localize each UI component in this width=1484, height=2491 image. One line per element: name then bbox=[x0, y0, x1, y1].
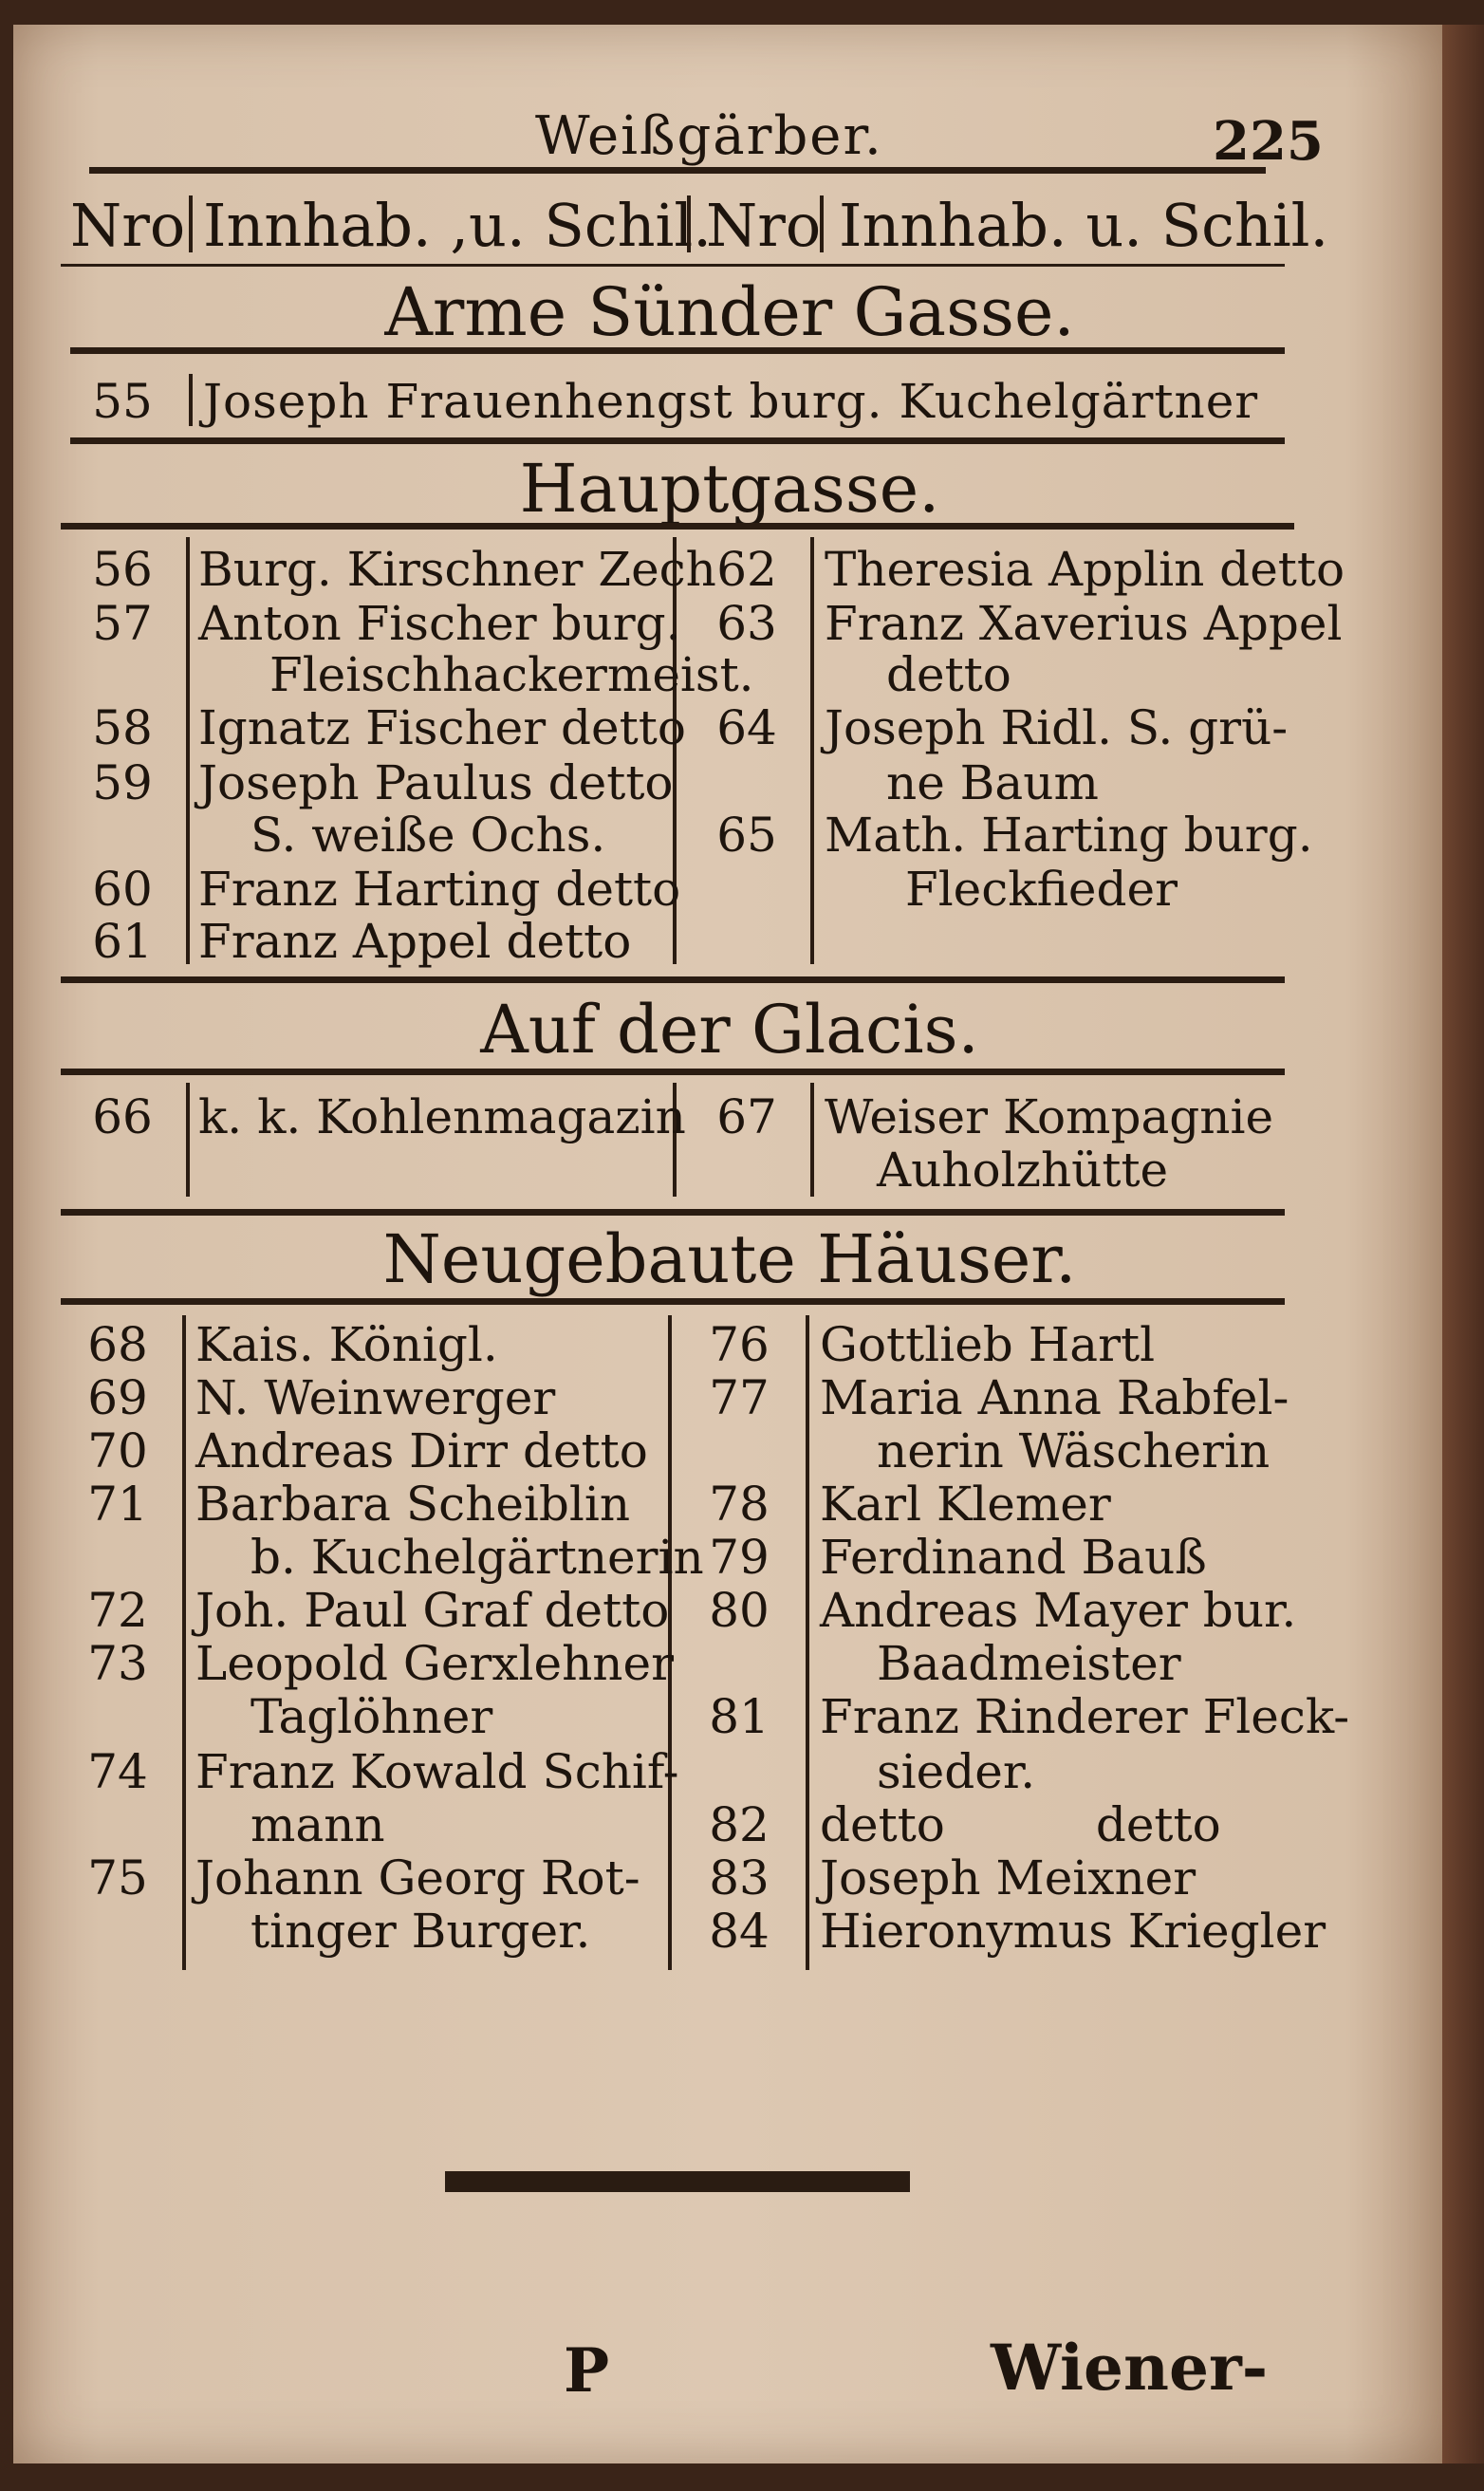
section-rule bbox=[70, 437, 1285, 444]
house-number: 64 bbox=[716, 700, 777, 755]
owner-entry: Franz Kowald Schif- bbox=[195, 1744, 679, 1799]
owner-entry: tinger Burger. bbox=[250, 1904, 591, 1959]
owner-entry: b. Kuchelgärtnerin bbox=[250, 1530, 704, 1585]
owner-entry: Franz Appel detto bbox=[198, 914, 632, 969]
owner-entry: Taglöhner bbox=[250, 1689, 493, 1744]
house-number: 72 bbox=[87, 1583, 148, 1638]
owner-entry: k. k. Kohlenmagazin bbox=[198, 1089, 686, 1144]
house-number: 70 bbox=[87, 1423, 148, 1478]
owner-entry: Franz Xaverius Appel bbox=[825, 596, 1343, 651]
section-rule bbox=[61, 1298, 1285, 1305]
book-page bbox=[13, 25, 1446, 2463]
section-rule bbox=[61, 1209, 1285, 1216]
owner-entry: detto bbox=[886, 647, 1011, 702]
house-number: 76 bbox=[709, 1317, 770, 1372]
owner-entry: Fleischhackermeist. bbox=[269, 647, 754, 702]
catchword: Wiener- bbox=[991, 2331, 1269, 2405]
house-number: 61 bbox=[92, 914, 153, 969]
owner-entry: Auholzhütte bbox=[877, 1143, 1169, 1198]
house-number: 77 bbox=[709, 1370, 770, 1425]
column-divider bbox=[810, 1083, 814, 1197]
column-divider bbox=[186, 1083, 190, 1197]
column-head-owner-right: Innhab. u. Schil. bbox=[839, 191, 1329, 260]
section-rule bbox=[61, 1069, 1285, 1075]
house-number: 67 bbox=[716, 1089, 777, 1144]
owner-entry: Theresia Applin detto bbox=[825, 542, 1345, 597]
house-number: 81 bbox=[709, 1689, 770, 1744]
house-number: 58 bbox=[92, 700, 153, 755]
owner-entry: nerin Wäscherin bbox=[877, 1423, 1271, 1478]
column-head-divider bbox=[820, 195, 824, 252]
owner-entry: Joseph Frauenhengst burg. Kuchelgärtner bbox=[203, 374, 1259, 429]
house-number: 62 bbox=[716, 542, 777, 597]
section-rule bbox=[70, 347, 1285, 354]
column-head-divider bbox=[189, 195, 193, 252]
house-number: 83 bbox=[709, 1850, 770, 1905]
column-divider bbox=[182, 1315, 186, 1970]
owner-entry: ne Baum bbox=[886, 755, 1099, 810]
column-divider bbox=[189, 374, 193, 426]
column-head-owner-left: Innhab. ,u. Schil. bbox=[203, 191, 712, 260]
column-head-no-right: Nro bbox=[706, 191, 822, 260]
section-title-neugebaute-haeuser: Neugebaute Häuser. bbox=[382, 1220, 1077, 1298]
owner-entry: Math. Harting burg. bbox=[825, 808, 1313, 863]
house-number: 63 bbox=[716, 596, 777, 651]
owner-entry: Weiser Kompagnie bbox=[825, 1089, 1274, 1144]
owner-entry: S. weiße Ochs. bbox=[250, 808, 606, 863]
house-number: 84 bbox=[709, 1904, 770, 1959]
house-number: 69 bbox=[87, 1370, 148, 1425]
house-number: 80 bbox=[709, 1583, 770, 1638]
section-title-arme-suender-gasse: Arme Sünder Gasse. bbox=[384, 273, 1075, 351]
house-number: 79 bbox=[709, 1530, 770, 1585]
header-rule bbox=[89, 167, 1266, 174]
column-divider bbox=[810, 537, 814, 964]
house-number: 60 bbox=[92, 862, 153, 917]
closing-ornament-rule bbox=[445, 2171, 910, 2192]
section-rule bbox=[61, 976, 1285, 983]
house-number: 73 bbox=[87, 1636, 148, 1691]
house-number: 56 bbox=[92, 542, 153, 597]
owner-entry: Kais. Königl. bbox=[195, 1317, 498, 1372]
owner-entry: Barbara Scheiblin bbox=[195, 1477, 631, 1532]
house-number: 57 bbox=[92, 596, 153, 651]
column-head-rule bbox=[61, 264, 1285, 267]
owner-entry: detto detto bbox=[820, 1797, 1221, 1852]
column-head-divider bbox=[687, 195, 691, 252]
page-number: 225 bbox=[1213, 110, 1324, 173]
owner-entry: Franz Harting detto bbox=[198, 862, 681, 917]
owner-entry: Joseph Ridl. S. grü- bbox=[825, 700, 1289, 755]
owner-entry: N. Weinwerger bbox=[195, 1370, 556, 1425]
owner-entry: Andreas Mayer bur. bbox=[820, 1583, 1297, 1638]
owner-entry: Franz Rinderer Fleck- bbox=[820, 1689, 1350, 1744]
owner-entry: Fleckfieder bbox=[905, 862, 1178, 917]
owner-entry: sieder. bbox=[877, 1744, 1036, 1799]
owner-entry: Ferdinand Bauß bbox=[820, 1530, 1207, 1585]
owner-entry: mann bbox=[250, 1797, 385, 1852]
house-number: 74 bbox=[87, 1744, 148, 1799]
owner-entry: Gottlieb Hartl bbox=[820, 1317, 1156, 1372]
owner-entry: Joseph Meixner bbox=[820, 1850, 1196, 1905]
owner-entry: Ignatz Fischer detto bbox=[198, 700, 686, 755]
house-number: 65 bbox=[716, 808, 777, 863]
house-number: 59 bbox=[92, 755, 153, 810]
column-divider bbox=[186, 537, 190, 964]
owner-entry: Leopold Gerxlehner bbox=[195, 1636, 675, 1691]
house-number: 68 bbox=[87, 1317, 148, 1372]
section-title-auf-der-glacis: Auf der Glacis. bbox=[480, 991, 979, 1069]
owner-entry: Hieronymus Kriegler bbox=[820, 1904, 1326, 1959]
owner-entry: Joseph Paulus detto bbox=[198, 755, 674, 810]
owner-entry: Baadmeister bbox=[877, 1636, 1181, 1691]
house-number: 66 bbox=[92, 1089, 153, 1144]
owner-entry: Karl Klemer bbox=[820, 1477, 1111, 1532]
column-divider bbox=[806, 1315, 809, 1970]
signature-mark: P bbox=[564, 2335, 610, 2407]
page-header-title: Weißgärber. bbox=[535, 105, 883, 167]
owner-entry: Maria Anna Rabfel- bbox=[820, 1370, 1289, 1425]
house-number: 78 bbox=[709, 1477, 770, 1532]
owner-entry: Joh. Paul Graf detto bbox=[195, 1583, 670, 1638]
house-number: 71 bbox=[87, 1477, 148, 1532]
house-number: 75 bbox=[87, 1850, 148, 1905]
house-number: 55 bbox=[92, 374, 153, 429]
book-spine-edge bbox=[1442, 25, 1484, 2463]
house-number: 82 bbox=[709, 1797, 770, 1852]
column-head-no-left: Nro bbox=[70, 191, 186, 260]
owner-entry: Anton Fischer burg. bbox=[198, 596, 681, 651]
owner-entry: Johann Georg Rot- bbox=[195, 1850, 640, 1905]
section-rule bbox=[61, 523, 1294, 530]
owner-entry: Burg. Kirschner Zech bbox=[198, 542, 716, 597]
section-title-hauptgasse: Hauptgasse. bbox=[519, 450, 940, 528]
owner-entry: Andreas Dirr detto bbox=[195, 1423, 648, 1478]
